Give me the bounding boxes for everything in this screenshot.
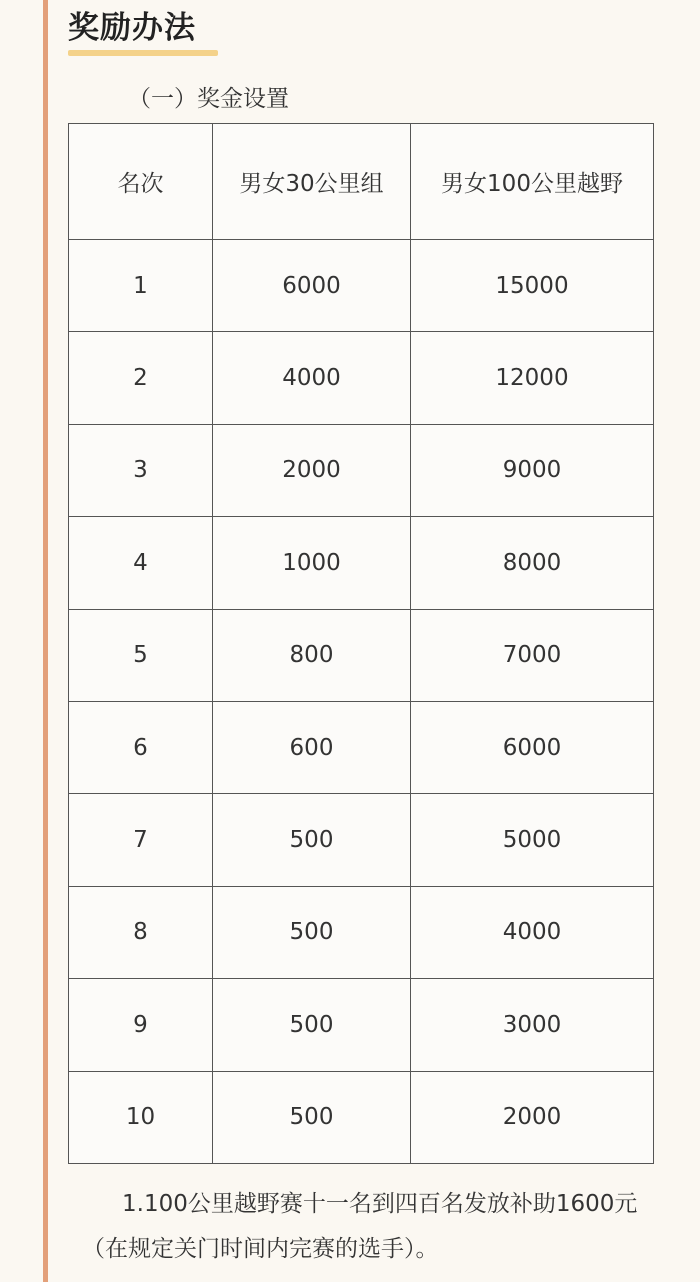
prize-100km-cell: 7000: [411, 609, 654, 701]
prize-100km-cell: 4000: [411, 886, 654, 978]
prize-subheading: （一）奖金设置: [128, 86, 289, 112]
rank-cell: 6: [69, 701, 213, 793]
prize-30km-cell: 500: [213, 979, 411, 1071]
prize-100km-cell: 9000: [411, 424, 654, 516]
prize-30km-cell: 4000: [213, 332, 411, 424]
section-title: 奖励办法: [68, 10, 196, 46]
prize-100km-cell: 8000: [411, 517, 654, 609]
prize-100km-cell: 5000: [411, 794, 654, 886]
prize-100km-cell: 2000: [411, 1071, 654, 1163]
prize-30km-cell: 500: [213, 1071, 411, 1163]
table-row: [69, 979, 654, 1071]
subsidy-note-condition: （在规定关门时间内完赛的选手）。: [82, 1236, 439, 1262]
rank-cell: 10: [69, 1071, 213, 1163]
prize-100km-cell: 12000: [411, 332, 654, 424]
table-row: [69, 1071, 654, 1163]
rank-cell: 3: [69, 424, 213, 516]
subsidy-note: 1.100公里越野赛十一名到四百名发放补助1600元: [122, 1191, 638, 1217]
rank-cell: 9: [69, 979, 213, 1071]
prize-30km-cell: 800: [213, 609, 411, 701]
prize-30km-cell: 600: [213, 701, 411, 793]
table-row: [69, 424, 654, 516]
table-row: [69, 886, 654, 978]
header-rank: 名次: [69, 124, 213, 240]
prize-100km-cell: 3000: [411, 979, 654, 1071]
table-header-row: [69, 124, 654, 240]
rank-cell: 2: [69, 332, 213, 424]
prize-100km-cell: 15000: [411, 240, 654, 332]
rank-cell: 5: [69, 609, 213, 701]
table-row: [69, 240, 654, 332]
prize-30km-cell: 1000: [213, 517, 411, 609]
prize-30km-cell: 6000: [213, 240, 411, 332]
prize-30km-cell: 500: [213, 794, 411, 886]
rank-cell: 1: [69, 240, 213, 332]
rank-cell: 4: [69, 517, 213, 609]
prize-30km-cell: 2000: [213, 424, 411, 516]
rank-cell: 8: [69, 886, 213, 978]
table-row: [69, 794, 654, 886]
table-row: [69, 609, 654, 701]
left-accent-bar: [43, 0, 48, 1282]
table-row: [69, 517, 654, 609]
prize-100km-cell: 6000: [411, 701, 654, 793]
table-row: [69, 701, 654, 793]
prize-30km-cell: 500: [213, 886, 411, 978]
table-row: [69, 332, 654, 424]
header-30km: 男女30公里组: [213, 124, 411, 240]
prize-table: [68, 123, 654, 1164]
title-underline: [68, 50, 218, 56]
rank-cell: 7: [69, 794, 213, 886]
header-100km: 男女100公里越野: [411, 124, 654, 240]
